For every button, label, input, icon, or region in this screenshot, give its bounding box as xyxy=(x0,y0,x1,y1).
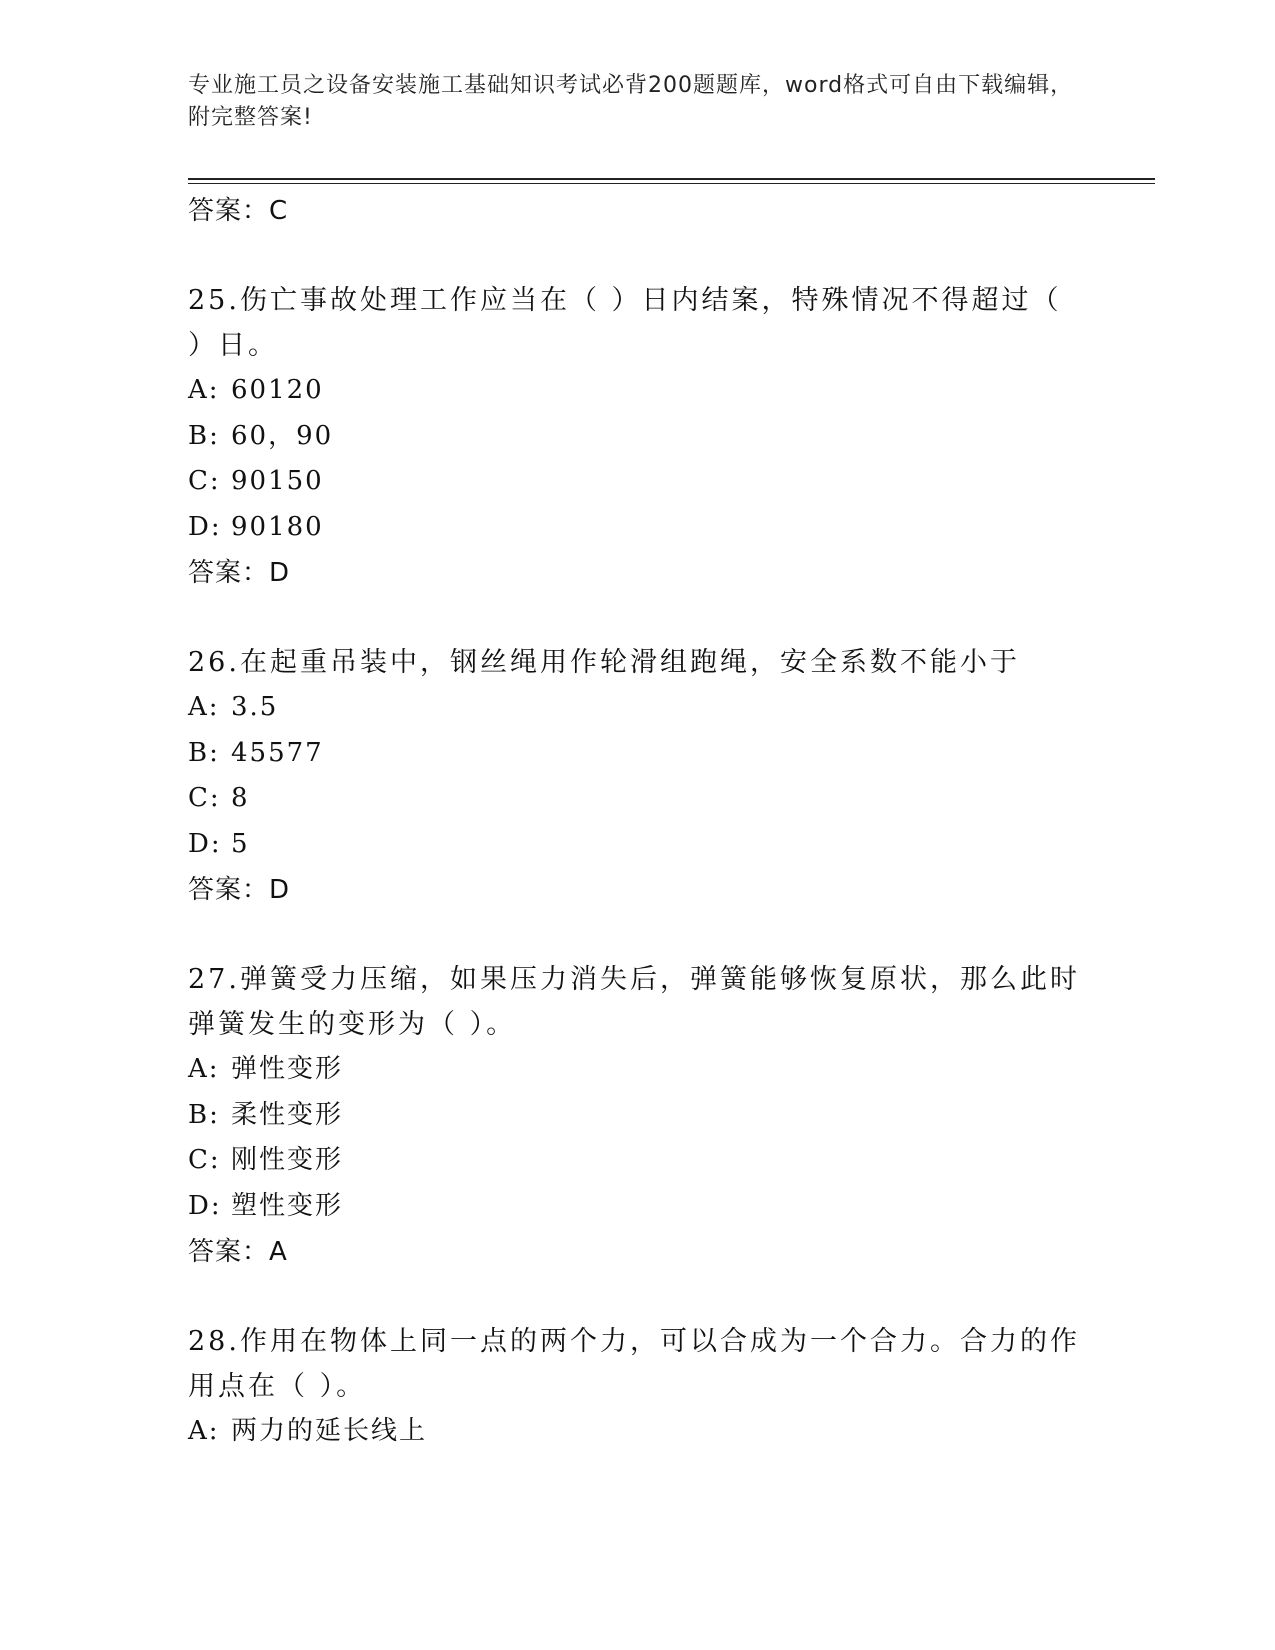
option-text: 两力的延长线上 xyxy=(231,1416,428,1446)
option-item xyxy=(188,414,1088,460)
option-label: C: xyxy=(188,1145,221,1175)
option-item xyxy=(188,1093,1088,1139)
option-item xyxy=(188,1138,1088,1184)
answer-line: 答案：D xyxy=(188,558,291,588)
question-block xyxy=(188,640,1088,913)
option-label: D: xyxy=(188,511,222,542)
option-text: 柔性变形 xyxy=(231,1099,344,1130)
option-item xyxy=(188,1047,1088,1093)
option-item xyxy=(188,1184,1088,1230)
option-label: A: xyxy=(188,375,220,405)
option-text: 3.5 xyxy=(231,692,279,722)
option-text: 90180 xyxy=(231,511,324,542)
option-text: 弹性变形 xyxy=(231,1054,344,1084)
question-text: 28.作用在物体上同一点的两个力，可以合成为一个合力。合力的作用点在（ ）。 xyxy=(188,1326,1080,1402)
option-label: C: xyxy=(188,783,221,813)
option-label: B: xyxy=(188,737,220,768)
header-divider-thin xyxy=(188,183,1155,184)
answer-line: 答案：A xyxy=(188,1237,288,1267)
question-block xyxy=(188,1319,1088,1455)
option-text: 5 xyxy=(231,828,250,859)
option-label: A: xyxy=(188,1416,220,1446)
option-text: 塑性变形 xyxy=(231,1190,344,1221)
question-text: 26.在起重吊装中，钢丝绳用作轮滑组跑绳，安全系数不能小于 xyxy=(188,647,1020,678)
option-item xyxy=(188,1409,1088,1455)
option-text: 90150 xyxy=(231,466,324,496)
option-text: 刚性变形 xyxy=(231,1145,344,1175)
option-text: 45577 xyxy=(231,737,324,768)
question-text: 27.弹簧受力压缩，如果压力消失后，弹簧能够恢复原状，那么此时弹簧发生的变形为（ ）。 xyxy=(188,964,1080,1040)
option-text: 8 xyxy=(231,783,250,813)
option-item xyxy=(188,776,1088,822)
question-block xyxy=(188,278,1088,596)
option-item xyxy=(188,822,1088,868)
option-label: C: xyxy=(188,466,221,496)
option-label: B: xyxy=(188,1099,220,1130)
question-block xyxy=(188,957,1088,1275)
option-label: A: xyxy=(188,1054,220,1084)
option-text: 60，90 xyxy=(231,420,334,451)
option-label: A: xyxy=(188,692,220,722)
option-label: D: xyxy=(188,1190,222,1221)
question-text: 25.伤亡事故处理工作应当在（ ）日内结案，特殊情况不得超过（ ）日。 xyxy=(188,285,1062,361)
option-item xyxy=(188,505,1088,551)
option-item xyxy=(188,368,1088,414)
answer-line: 答案：C xyxy=(188,196,289,226)
option-item xyxy=(188,685,1088,731)
option-item xyxy=(188,731,1088,777)
header-divider-thick xyxy=(188,178,1155,180)
option-text: 60120 xyxy=(231,375,324,405)
answer-line: 答案：D xyxy=(188,875,291,905)
option-item xyxy=(188,459,1088,505)
question-list xyxy=(188,188,1088,1455)
document-header: 专业施工员之设备安装施工基础知识考试必背200题题库，word格式可自由下载编辑，附完整答案! xyxy=(188,73,1074,130)
option-label: D: xyxy=(188,828,222,859)
option-label: B: xyxy=(188,420,220,451)
